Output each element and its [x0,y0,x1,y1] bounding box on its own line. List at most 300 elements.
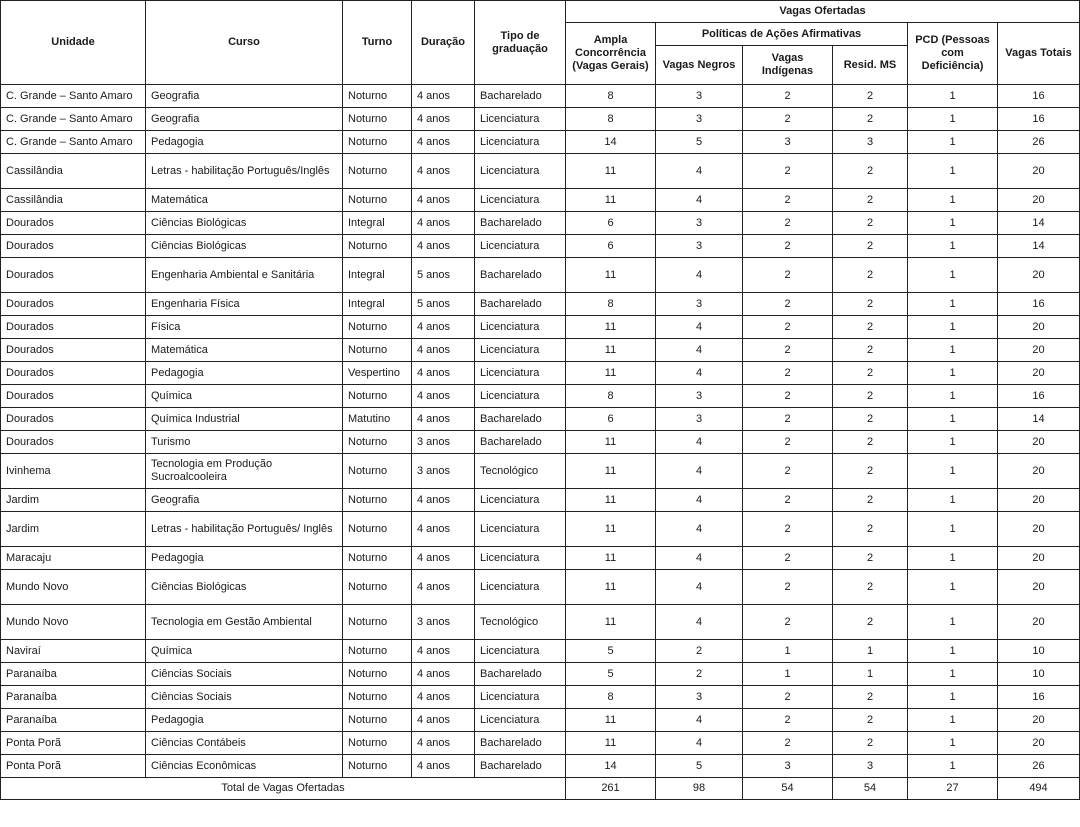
cell-indigenas: 2 [743,316,833,339]
table-row [1,663,1080,686]
table-row [1,454,1080,489]
table-row [1,709,1080,732]
cell-indigenas: 2 [743,212,833,235]
header-turno: Turno [343,1,412,85]
cell-resid: 2 [833,339,908,362]
cell-curso: Matemática [146,189,343,212]
cell-tipo: Licenciatura [475,316,566,339]
cell-ampla: 8 [566,686,656,709]
cell-negros: 3 [656,235,743,258]
cell-unidade: Cassilândia [1,189,146,212]
table-row [1,385,1080,408]
cell-pcd: 1 [908,640,998,663]
cell-pcd: 1 [908,131,998,154]
cell-resid: 1 [833,640,908,663]
cell-resid: 2 [833,605,908,640]
cell-turno: Matutino [343,408,412,431]
cell-resid: 2 [833,212,908,235]
cell-indigenas: 1 [743,640,833,663]
cell-total: 16 [998,385,1080,408]
cell-resid: 2 [833,512,908,547]
cell-indigenas: 2 [743,547,833,570]
cell-total: 16 [998,686,1080,709]
cell-pcd: 1 [908,362,998,385]
cell-curso: Ciências Sociais [146,663,343,686]
cell-unidade: C. Grande – Santo Amaro [1,85,146,108]
cell-negros: 2 [656,640,743,663]
cell-pcd: 1 [908,512,998,547]
cell-tipo: Licenciatura [475,339,566,362]
cell-duracao: 4 anos [412,640,475,663]
cell-indigenas: 2 [743,489,833,512]
cell-resid: 2 [833,686,908,709]
cell-tipo: Licenciatura [475,385,566,408]
cell-resid: 3 [833,131,908,154]
cell-indigenas: 2 [743,362,833,385]
cell-indigenas: 2 [743,339,833,362]
cell-tipo: Licenciatura [475,489,566,512]
cell-ampla: 8 [566,293,656,316]
cell-curso: Matemática [146,339,343,362]
cell-ampla: 14 [566,131,656,154]
cell-resid: 2 [833,362,908,385]
cell-pcd: 1 [908,431,998,454]
header-resid-ms: Resid. MS [833,46,908,85]
cell-duracao: 4 anos [412,755,475,778]
header-curso: Curso [146,1,343,85]
cell-total: 20 [998,339,1080,362]
table-row [1,316,1080,339]
cell-negros: 4 [656,154,743,189]
cell-unidade: Dourados [1,385,146,408]
cell-indigenas: 2 [743,293,833,316]
cell-indigenas: 2 [743,431,833,454]
cell-indigenas: 3 [743,755,833,778]
cell-pcd: 1 [908,385,998,408]
cell-turno: Noturno [343,316,412,339]
cell-curso: Física [146,316,343,339]
cell-negros: 4 [656,732,743,755]
cell-negros: 4 [656,258,743,293]
cell-duracao: 4 anos [412,212,475,235]
cell-negros: 4 [656,605,743,640]
cell-pcd: 1 [908,686,998,709]
cell-total: 16 [998,85,1080,108]
cell-curso: Química [146,640,343,663]
cell-ampla: 11 [566,570,656,605]
cell-resid: 2 [833,489,908,512]
cell-resid: 2 [833,431,908,454]
cell-duracao: 4 anos [412,85,475,108]
cell-pcd: 1 [908,189,998,212]
cell-duracao: 4 anos [412,408,475,431]
cell-turno: Noturno [343,732,412,755]
cell-turno: Noturno [343,663,412,686]
table-row [1,431,1080,454]
cell-indigenas: 3 [743,131,833,154]
cell-tipo: Licenciatura [475,362,566,385]
cell-tipo: Licenciatura [475,709,566,732]
cell-negros: 3 [656,293,743,316]
cell-ampla: 8 [566,385,656,408]
cell-pcd: 1 [908,108,998,131]
cell-unidade: Naviraí [1,640,146,663]
total-indigenas: 54 [743,778,833,800]
cell-unidade: Dourados [1,362,146,385]
cell-duracao: 4 anos [412,316,475,339]
cell-unidade: Mundo Novo [1,570,146,605]
table-row [1,154,1080,189]
cell-turno: Noturno [343,131,412,154]
cell-turno: Noturno [343,235,412,258]
cell-negros: 4 [656,570,743,605]
cell-total: 26 [998,755,1080,778]
cell-ampla: 11 [566,605,656,640]
cell-indigenas: 2 [743,154,833,189]
cell-indigenas: 2 [743,570,833,605]
cell-tipo: Bacharelado [475,408,566,431]
cell-tipo: Bacharelado [475,212,566,235]
cell-ampla: 11 [566,547,656,570]
cell-ampla: 11 [566,258,656,293]
cell-duracao: 3 anos [412,454,475,489]
cell-tipo: Bacharelado [475,755,566,778]
cell-unidade: Ivinhema [1,454,146,489]
cell-total: 16 [998,108,1080,131]
cell-ampla: 11 [566,732,656,755]
cell-tipo: Tecnológico [475,605,566,640]
table-row [1,547,1080,570]
cell-tipo: Licenciatura [475,547,566,570]
cell-ampla: 8 [566,108,656,131]
cell-ampla: 6 [566,408,656,431]
cell-resid: 3 [833,755,908,778]
table-row [1,189,1080,212]
cell-total: 20 [998,709,1080,732]
cell-indigenas: 2 [743,686,833,709]
cell-indigenas: 2 [743,454,833,489]
cell-total: 20 [998,316,1080,339]
cell-tipo: Bacharelado [475,258,566,293]
cell-total: 20 [998,570,1080,605]
cell-total: 20 [998,489,1080,512]
totals-label: Total de Vagas Ofertadas [1,778,566,800]
cell-ampla: 5 [566,640,656,663]
cell-ampla: 11 [566,154,656,189]
cell-total: 26 [998,131,1080,154]
cell-total: 16 [998,293,1080,316]
cell-indigenas: 2 [743,108,833,131]
cell-pcd: 1 [908,85,998,108]
cell-unidade: Dourados [1,431,146,454]
cell-tipo: Tecnológico [475,454,566,489]
cell-duracao: 3 anos [412,605,475,640]
cell-duracao: 4 anos [412,362,475,385]
cell-unidade: Dourados [1,235,146,258]
cell-indigenas: 2 [743,189,833,212]
cell-curso: Pedagogia [146,547,343,570]
cell-negros: 4 [656,709,743,732]
cell-pcd: 1 [908,663,998,686]
cell-pcd: 1 [908,339,998,362]
cell-pcd: 1 [908,755,998,778]
cell-turno: Noturno [343,189,412,212]
cell-resid: 2 [833,408,908,431]
cell-tipo: Licenciatura [475,108,566,131]
cell-resid: 2 [833,316,908,339]
cell-tipo: Bacharelado [475,431,566,454]
cell-tipo: Licenciatura [475,640,566,663]
cell-unidade: Paranaíba [1,709,146,732]
cell-pcd: 1 [908,709,998,732]
cell-total: 20 [998,454,1080,489]
cell-unidade: Dourados [1,339,146,362]
cell-total: 14 [998,212,1080,235]
table-row [1,512,1080,547]
table-row [1,293,1080,316]
cell-indigenas: 2 [743,732,833,755]
cell-total: 20 [998,431,1080,454]
cell-resid: 2 [833,547,908,570]
cell-curso: Ciências Contábeis [146,732,343,755]
cell-total: 20 [998,154,1080,189]
cell-curso: Ciências Econômicas [146,755,343,778]
cell-negros: 4 [656,316,743,339]
total-pcd: 27 [908,778,998,800]
cell-curso: Letras - habilitação Português/ Inglês [146,512,343,547]
cell-negros: 3 [656,385,743,408]
cell-pcd: 1 [908,732,998,755]
cell-resid: 2 [833,154,908,189]
cell-pcd: 1 [908,605,998,640]
cell-unidade: Dourados [1,293,146,316]
cell-curso: Letras - habilitação Português/Inglês [146,154,343,189]
cell-curso: Pedagogia [146,709,343,732]
cell-curso: Ciências Biológicas [146,212,343,235]
cell-negros: 2 [656,663,743,686]
cell-pcd: 1 [908,258,998,293]
cell-resid: 2 [833,709,908,732]
table-row [1,108,1080,131]
cell-turno: Noturno [343,154,412,189]
cell-curso: Geografia [146,108,343,131]
cell-total: 14 [998,235,1080,258]
cell-duracao: 4 anos [412,570,475,605]
cell-negros: 4 [656,489,743,512]
header-tipo-graduacao: Tipo de graduação [475,1,566,85]
header-pcd: PCD (Pessoas com Deficiência) [908,23,998,85]
cell-total: 20 [998,512,1080,547]
cell-tipo: Licenciatura [475,189,566,212]
table-row [1,755,1080,778]
table-row [1,258,1080,293]
cell-negros: 4 [656,512,743,547]
cell-curso: Geografia [146,85,343,108]
cell-unidade: C. Grande – Santo Amaro [1,131,146,154]
cell-negros: 3 [656,108,743,131]
cell-resid: 2 [833,258,908,293]
table-row [1,605,1080,640]
cell-curso: Química [146,385,343,408]
cell-duracao: 4 anos [412,154,475,189]
cell-tipo: Licenciatura [475,686,566,709]
cell-unidade: C. Grande – Santo Amaro [1,108,146,131]
table-row [1,570,1080,605]
cell-indigenas: 2 [743,605,833,640]
cell-turno: Noturno [343,108,412,131]
cell-curso: Química Industrial [146,408,343,431]
cell-duracao: 4 anos [412,686,475,709]
cell-total: 20 [998,732,1080,755]
cell-duracao: 4 anos [412,189,475,212]
cell-ampla: 14 [566,755,656,778]
cell-tipo: Licenciatura [475,512,566,547]
cell-turno: Noturno [343,755,412,778]
cell-curso: Engenharia Ambiental e Sanitária [146,258,343,293]
total-ampla: 261 [566,778,656,800]
cell-duracao: 5 anos [412,293,475,316]
cell-duracao: 4 anos [412,385,475,408]
cell-pcd: 1 [908,408,998,431]
cell-duracao: 4 anos [412,131,475,154]
cell-unidade: Paranaíba [1,686,146,709]
cell-resid: 1 [833,663,908,686]
cell-pcd: 1 [908,316,998,339]
header-ampla-concorrencia: Ampla Concorrência (Vagas Gerais) [566,23,656,85]
cell-duracao: 4 anos [412,235,475,258]
cell-indigenas: 1 [743,663,833,686]
table-row [1,362,1080,385]
cell-unidade: Dourados [1,316,146,339]
cell-ampla: 11 [566,339,656,362]
cell-unidade: Cassilândia [1,154,146,189]
cell-ampla: 11 [566,489,656,512]
cell-resid: 2 [833,732,908,755]
table-body [1,85,1080,778]
cell-resid: 2 [833,293,908,316]
cell-unidade: Dourados [1,212,146,235]
cell-indigenas: 2 [743,385,833,408]
cell-turno: Integral [343,258,412,293]
cell-unidade: Jardim [1,512,146,547]
cell-curso: Geografia [146,489,343,512]
cell-pcd: 1 [908,570,998,605]
cell-resid: 2 [833,108,908,131]
table-row [1,339,1080,362]
table-row [1,640,1080,663]
cell-duracao: 4 anos [412,709,475,732]
cell-duracao: 4 anos [412,663,475,686]
cell-ampla: 8 [566,85,656,108]
cell-ampla: 11 [566,431,656,454]
table-row [1,235,1080,258]
header-duracao: Duração [412,1,475,85]
cell-pcd: 1 [908,547,998,570]
cell-indigenas: 2 [743,258,833,293]
cell-turno: Noturno [343,339,412,362]
cell-turno: Noturno [343,85,412,108]
total-resid: 54 [833,778,908,800]
cell-negros: 4 [656,362,743,385]
cell-curso: Engenharia Física [146,293,343,316]
table-row [1,85,1080,108]
table-row [1,408,1080,431]
cell-unidade: Mundo Novo [1,605,146,640]
totals-row [1,778,1080,800]
cell-turno: Noturno [343,489,412,512]
cell-total: 20 [998,605,1080,640]
cell-duracao: 4 anos [412,489,475,512]
cell-negros: 3 [656,85,743,108]
table-row [1,212,1080,235]
cell-duracao: 4 anos [412,547,475,570]
cell-ampla: 11 [566,362,656,385]
header-vagas-negros: Vagas Negros [656,46,743,85]
cell-tipo: Bacharelado [475,293,566,316]
cell-unidade: Dourados [1,408,146,431]
total-vagas: 494 [998,778,1080,800]
table-row [1,686,1080,709]
cell-pcd: 1 [908,454,998,489]
cell-turno: Noturno [343,709,412,732]
cell-ampla: 11 [566,189,656,212]
cell-duracao: 5 anos [412,258,475,293]
cell-duracao: 4 anos [412,512,475,547]
cell-ampla: 6 [566,212,656,235]
cell-negros: 4 [656,454,743,489]
cell-total: 20 [998,189,1080,212]
cell-turno: Noturno [343,547,412,570]
cell-curso: Ciências Sociais [146,686,343,709]
header-vagas-ofertadas: Vagas Ofertadas [566,1,1080,23]
header-vagas-totais: Vagas Totais [998,23,1080,85]
cell-ampla: 5 [566,663,656,686]
cell-tipo: Licenciatura [475,131,566,154]
cell-curso: Tecnologia em Gestão Ambiental [146,605,343,640]
cell-resid: 2 [833,570,908,605]
cell-turno: Noturno [343,686,412,709]
cell-ampla: 11 [566,709,656,732]
total-negros: 98 [656,778,743,800]
cell-negros: 5 [656,131,743,154]
cell-turno: Noturno [343,605,412,640]
cell-negros: 4 [656,189,743,212]
cell-negros: 5 [656,755,743,778]
cell-unidade: Dourados [1,258,146,293]
cell-indigenas: 2 [743,235,833,258]
cell-ampla: 6 [566,235,656,258]
cell-pcd: 1 [908,212,998,235]
cell-curso: Ciências Biológicas [146,570,343,605]
cell-turno: Noturno [343,454,412,489]
cell-curso: Ciências Biológicas [146,235,343,258]
cell-turno: Integral [343,212,412,235]
cell-pcd: 1 [908,154,998,189]
cell-unidade: Ponta Porã [1,755,146,778]
cell-turno: Noturno [343,512,412,547]
cell-pcd: 1 [908,293,998,316]
cell-curso: Turismo [146,431,343,454]
cell-duracao: 3 anos [412,431,475,454]
cell-indigenas: 2 [743,709,833,732]
cell-indigenas: 2 [743,512,833,547]
cell-turno: Vespertino [343,362,412,385]
table-row [1,131,1080,154]
table-row [1,732,1080,755]
cell-total: 20 [998,258,1080,293]
cell-total: 14 [998,408,1080,431]
cell-total: 10 [998,663,1080,686]
